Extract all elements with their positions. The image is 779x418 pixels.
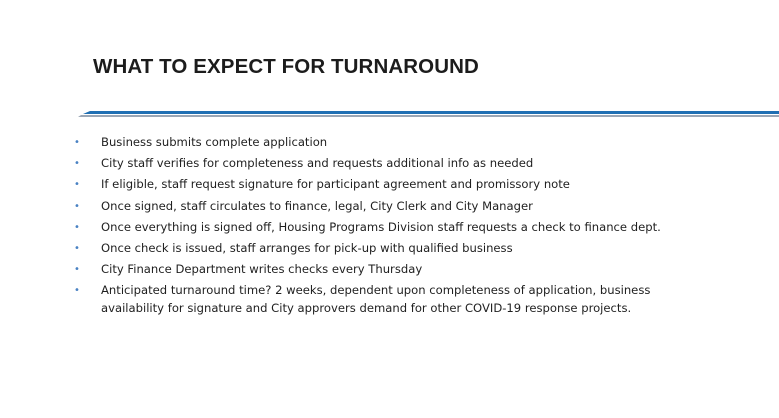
bullet-glyph: • <box>74 200 80 212</box>
list-item <box>71 282 771 318</box>
divider-blue-band <box>83 111 779 114</box>
bullet-list <box>71 134 771 321</box>
list-item <box>71 155 771 173</box>
bullet-glyph: • <box>74 221 80 233</box>
list-item <box>71 134 771 152</box>
bullet-glyph: • <box>74 285 80 297</box>
divider-gray-band <box>78 115 779 117</box>
bullet-text: If eligible, staff request signature for participant agreement and promissory note <box>101 177 570 192</box>
list-item <box>71 176 771 194</box>
bullet-text: Business submits complete application <box>101 135 328 149</box>
bullet-glyph: • <box>74 242 80 254</box>
slide-title: WHAT TO EXPECT FOR TURNAROUND <box>93 55 479 78</box>
bullet-text: Once everything is signed off, Housing Programs Division staff requests a check to finance dept. <box>101 219 661 234</box>
bullet-text: City Finance Department writes checks every Thursday <box>101 262 423 277</box>
title-divider <box>78 109 779 119</box>
list-item <box>71 219 771 237</box>
bullet-glyph: • <box>74 179 80 191</box>
bullet-text: Once check is issued, staff arranges for pick-up with qualified business <box>101 240 513 255</box>
bullet-text: Anticipated turnaround time? 2 weeks, dependent upon completeness of application, business availability for signature and City approvers demand for other COVID-19 response projects. <box>101 283 651 316</box>
bullet-glyph: • <box>74 137 80 148</box>
bullet-glyph: • <box>74 264 80 276</box>
list-item <box>71 240 771 258</box>
bullet-text: Once signed, staff circulates to finance, legal, City Clerk and City Manager <box>101 198 533 213</box>
bullet-glyph: • <box>74 158 80 170</box>
list-item <box>71 261 771 279</box>
list-item <box>71 198 771 216</box>
bullet-text: City staff verifies for completeness and requests additional info as needed <box>101 156 534 171</box>
